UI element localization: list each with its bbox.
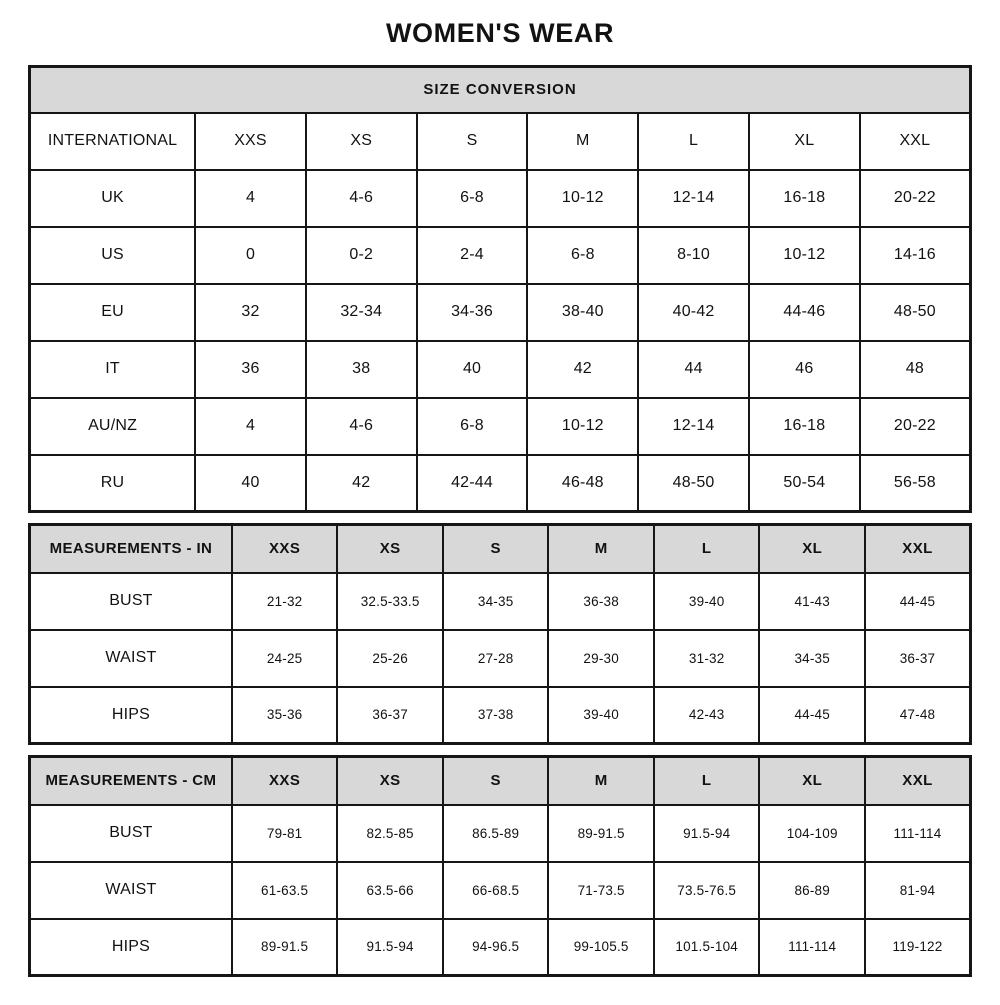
measure-size-header: L <box>654 525 760 573</box>
measure-value-cell: 86-89 <box>759 862 865 919</box>
measure-size-header: XXL <box>865 757 971 805</box>
measure-value-cell: 81-94 <box>865 862 971 919</box>
conversion-value-cell: 40 <box>195 455 306 512</box>
measure-size-header: XXS <box>232 525 338 573</box>
conversion-size-header: S <box>417 113 528 170</box>
conversion-value-cell: 0 <box>195 227 306 284</box>
conversion-value-cell: 42-44 <box>417 455 528 512</box>
measure-size-header: XL <box>759 757 865 805</box>
measure-value-cell: 34-35 <box>443 573 549 630</box>
measure-row-label: BUST <box>30 805 232 862</box>
measure-value-cell: 34-35 <box>759 630 865 687</box>
conversion-value-cell: 36 <box>195 341 306 398</box>
conversion-value-cell: 34-36 <box>417 284 528 341</box>
measure-value-cell: 86.5-89 <box>443 805 549 862</box>
measure-value-cell: 66-68.5 <box>443 862 549 919</box>
measure-value-cell: 119-122 <box>865 919 971 976</box>
measure-value-cell: 36-38 <box>548 573 654 630</box>
measure-size-header: S <box>443 757 549 805</box>
conversion-row-label: EU <box>30 284 196 341</box>
measure-value-cell: 44-45 <box>759 687 865 744</box>
measure-value-cell: 27-28 <box>443 630 549 687</box>
measure-size-header: L <box>654 757 760 805</box>
conversion-value-cell: 42 <box>527 341 638 398</box>
measurements-in-table <box>28 523 972 745</box>
conversion-value-cell: 42 <box>306 455 417 512</box>
conversion-value-cell: 14-16 <box>860 227 971 284</box>
measure-value-cell: 25-26 <box>337 630 443 687</box>
conversion-size-header: XS <box>306 113 417 170</box>
conversion-label-column-header: INTERNATIONAL <box>30 113 196 170</box>
measure-value-cell: 99-105.5 <box>548 919 654 976</box>
conversion-value-cell: 20-22 <box>860 170 971 227</box>
measure-value-cell: 111-114 <box>759 919 865 976</box>
measure-value-cell: 36-37 <box>865 630 971 687</box>
conversion-size-header: XXS <box>195 113 306 170</box>
conversion-value-cell: 10-12 <box>527 170 638 227</box>
measure-value-cell: 104-109 <box>759 805 865 862</box>
measure-value-cell: 91.5-94 <box>337 919 443 976</box>
measure-value-cell: 101.5-104 <box>654 919 760 976</box>
measure-value-cell: 63.5-66 <box>337 862 443 919</box>
measurements-cm-table <box>28 755 972 977</box>
measure-value-cell: 71-73.5 <box>548 862 654 919</box>
conversion-value-cell: 10-12 <box>749 227 860 284</box>
conversion-value-cell: 48-50 <box>860 284 971 341</box>
conversion-row-label: RU <box>30 455 196 512</box>
conversion-value-cell: 50-54 <box>749 455 860 512</box>
conversion-value-cell: 46 <box>749 341 860 398</box>
measure-size-header: M <box>548 525 654 573</box>
conversion-value-cell: 4 <box>195 170 306 227</box>
conversion-value-cell: 48 <box>860 341 971 398</box>
conversion-value-cell: 56-58 <box>860 455 971 512</box>
conversion-value-cell: 4 <box>195 398 306 455</box>
measure-size-header: XS <box>337 757 443 805</box>
conversion-value-cell: 8-10 <box>638 227 749 284</box>
measure-row-label: WAIST <box>30 630 232 687</box>
conversion-value-cell: 44-46 <box>749 284 860 341</box>
conversion-row-label: US <box>30 227 196 284</box>
measure-size-header: XXL <box>865 525 971 573</box>
conversion-value-cell: 4-6 <box>306 170 417 227</box>
measure-value-cell: 89-91.5 <box>548 805 654 862</box>
measure-value-cell: 29-30 <box>548 630 654 687</box>
conversion-value-cell: 32 <box>195 284 306 341</box>
measure-value-cell: 44-45 <box>865 573 971 630</box>
conversion-value-cell: 46-48 <box>527 455 638 512</box>
measure-value-cell: 73.5-76.5 <box>654 862 760 919</box>
measure-size-header: XXS <box>232 757 338 805</box>
conversion-value-cell: 6-8 <box>417 170 528 227</box>
conversion-value-cell: 40-42 <box>638 284 749 341</box>
size-conversion-table <box>28 65 972 513</box>
conversion-value-cell: 40 <box>417 341 528 398</box>
conversion-value-cell: 6-8 <box>527 227 638 284</box>
measure-size-header: M <box>548 757 654 805</box>
conversion-value-cell: 2-4 <box>417 227 528 284</box>
measure-value-cell: 32.5-33.5 <box>337 573 443 630</box>
conversion-value-cell: 12-14 <box>638 170 749 227</box>
measure-value-cell: 89-91.5 <box>232 919 338 976</box>
page-title: WOMEN'S WEAR <box>385 18 615 48</box>
conversion-value-cell: 44 <box>638 341 749 398</box>
measure-row-label: HIPS <box>30 919 232 976</box>
conversion-row-label: AU/NZ <box>30 398 196 455</box>
measure-value-cell: 41-43 <box>759 573 865 630</box>
conversion-row-label: UK <box>30 170 196 227</box>
measure-value-cell: 42-43 <box>654 687 760 744</box>
measure-value-cell: 36-37 <box>337 687 443 744</box>
conversion-value-cell: 48-50 <box>638 455 749 512</box>
conversion-value-cell: 12-14 <box>638 398 749 455</box>
conversion-value-cell: 10-12 <box>527 398 638 455</box>
measurements-cm-title: MEASUREMENTS - CM <box>30 757 232 805</box>
conversion-value-cell: 32-34 <box>306 284 417 341</box>
measure-value-cell: 35-36 <box>232 687 338 744</box>
measure-size-header: XS <box>337 525 443 573</box>
measure-value-cell: 111-114 <box>865 805 971 862</box>
size-conversion-title: SIZE CONVERSION <box>30 67 971 113</box>
conversion-value-cell: 16-18 <box>749 170 860 227</box>
conversion-value-cell: 4-6 <box>306 398 417 455</box>
measure-value-cell: 47-48 <box>865 687 971 744</box>
conversion-size-header: M <box>527 113 638 170</box>
measure-value-cell: 94-96.5 <box>443 919 549 976</box>
conversion-row-label: IT <box>30 341 196 398</box>
measure-value-cell: 21-32 <box>232 573 338 630</box>
measure-value-cell: 82.5-85 <box>337 805 443 862</box>
measure-value-cell: 39-40 <box>548 687 654 744</box>
conversion-value-cell: 16-18 <box>749 398 860 455</box>
conversion-size-header: L <box>638 113 749 170</box>
conversion-value-cell: 38-40 <box>527 284 638 341</box>
conversion-size-header: XXL <box>860 113 971 170</box>
conversion-value-cell: 0-2 <box>306 227 417 284</box>
measure-row-label: WAIST <box>30 862 232 919</box>
conversion-value-cell: 6-8 <box>417 398 528 455</box>
measure-value-cell: 37-38 <box>443 687 549 744</box>
measure-row-label: HIPS <box>30 687 232 744</box>
measure-value-cell: 39-40 <box>654 573 760 630</box>
conversion-value-cell: 38 <box>306 341 417 398</box>
measure-row-label: BUST <box>30 573 232 630</box>
measure-value-cell: 61-63.5 <box>232 862 338 919</box>
measure-value-cell: 24-25 <box>232 630 338 687</box>
measure-value-cell: 79-81 <box>232 805 338 862</box>
measure-size-header: S <box>443 525 549 573</box>
measure-size-header: XL <box>759 525 865 573</box>
measure-value-cell: 91.5-94 <box>654 805 760 862</box>
measure-value-cell: 31-32 <box>654 630 760 687</box>
conversion-value-cell: 20-22 <box>860 398 971 455</box>
measurements-in-title: MEASUREMENTS - IN <box>30 525 232 573</box>
conversion-size-header: XL <box>749 113 860 170</box>
